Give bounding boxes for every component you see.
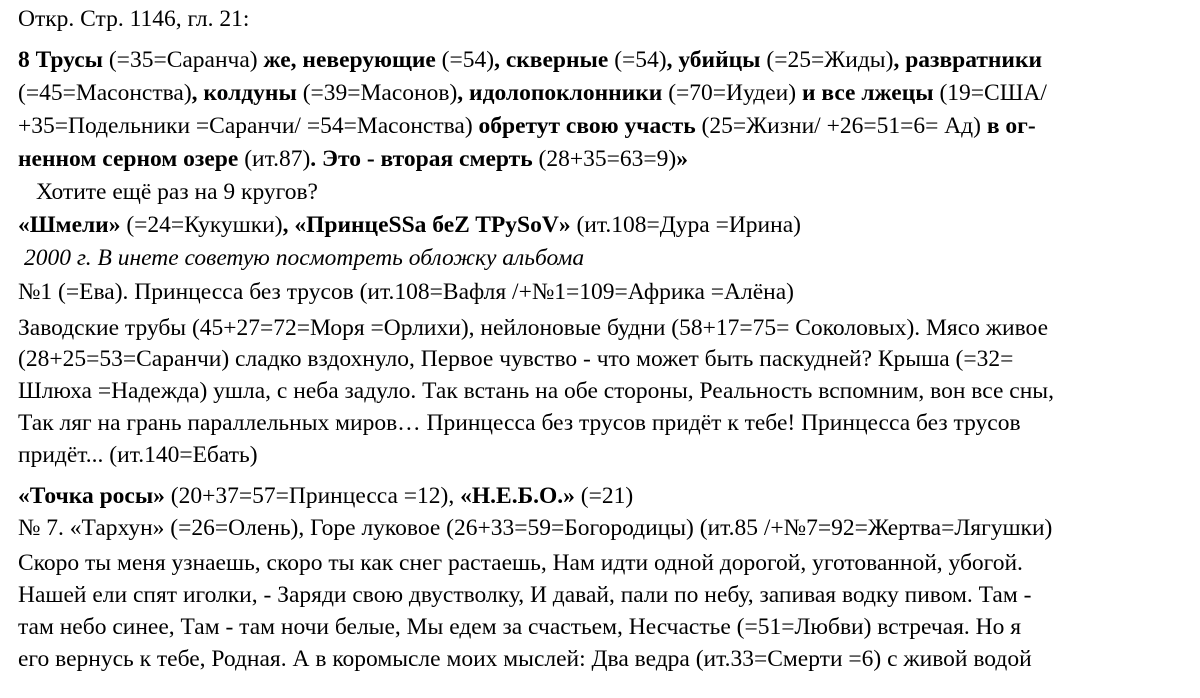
verse-segment: (=39=Масонов) [302, 80, 458, 106]
lyrics-7-line: его вернусь к тебе, Родная. А в коромысле моих мыслей: Два ведра (ит.33=Смерти =6) с живой водой [18, 646, 1032, 672]
verse-segment: , убийцы [666, 47, 767, 73]
track-1-heading: №1 (=Ева). Принцесса без трусов (ит.108=Вафля /+№1=109=Африка =Алёна) [18, 279, 794, 305]
verse-segment: (19=США/ [939, 80, 1047, 106]
verse-segment: (=45=Масонства) [18, 80, 192, 106]
song-title-segment: «Н.Е.Б.О.» [460, 483, 581, 509]
verse-segment: (ит.87) [244, 146, 311, 172]
page-reference: Откр. Стр. 1146, гл. 21: [18, 6, 250, 32]
song-title-segment: «Шмели» [18, 212, 127, 238]
verse-segment: (=70=Иудеи) [668, 80, 802, 106]
lyrics-7-line: Скоро ты меня узнаешь, скоро ты как снег растаешь, Нам идти одной дорогой, уготованной, убогой. [18, 550, 1023, 576]
verse-line-4 [18, 144, 688, 174]
verse-segment: , идолопоклонники [457, 80, 669, 106]
verse-line-2 [18, 78, 1047, 108]
verse-segment: (28+35=63=9) [538, 146, 677, 172]
verse-segment: (=35=Саранча) [108, 47, 264, 73]
lyrics-1-line: придёт... (ит.140=Ебать) [18, 442, 258, 468]
verse-line-1 [18, 45, 1042, 75]
verse-segment: , скверные [494, 47, 615, 73]
verse-segment: , развратники [893, 47, 1043, 73]
song-title-2 [18, 481, 633, 511]
verse-segment: . Это - вторая смерть [310, 146, 539, 172]
lyrics-1-line: Так ляг на грань параллельных миров… Принцесса без трусов придёт к тебе! Принцесса без трусов [18, 410, 1021, 436]
track-7-heading: № 7. «Тархун» (=26=Олень), Горе луковое (26+33=59=Богородицы) (ит.85 /+№7=92=Жертва=Лягушки) [18, 515, 1053, 541]
lyrics-1-line: (28+25=53=Саранчи) сладко вздохнуло, Первое чувство - что может быть паскудней? Крыша (=32= [18, 346, 1014, 372]
verse-segment: в ог- [986, 113, 1036, 139]
lyrics-1-line: Шлюха =Надежда) ушла, с неба задуло. Так встань на обе стороны, Реальность вспомним, вон все сны, [18, 378, 1054, 404]
song-title-segment: «Точка росы» [18, 483, 171, 509]
verse-segment: ненном серном озере [18, 146, 245, 172]
album-note: 2000 г. В инете советую посмотреть обложку альбома [24, 245, 585, 271]
song-title-segment: (=24=Кукушки) [126, 212, 283, 238]
lyrics-7-line: там небо синее, Там - там ночи белые, Мы едем за счастьем, Несчастье (=51=Любви) встречая. Но я [18, 614, 1022, 640]
verse-segment: же, неверующие [263, 47, 442, 73]
verse-segment: (=25=Жиды) [766, 47, 894, 73]
verse-line-3 [18, 111, 1036, 141]
lyrics-7-line: Нашей ели спят иголки, - Заряди свою двустволку, И давай, пали по небу, запивая водку пивом. Там - [18, 582, 1032, 608]
verse-segment: (=54) [614, 47, 667, 73]
verse-segment: и все лжецы [801, 80, 940, 106]
lyrics-1-line: Заводские трубы (45+27=72=Моря =Орлихи), нейлоновые будни (58+17=75= Соколовых). Мясо живое [18, 315, 1049, 341]
verse-segment: 8 Трусы [18, 47, 109, 73]
question-line: Хотите ещё раз на 9 кругов? [36, 179, 318, 205]
song-title-segment: (20+37=57=Принцесса =12), [170, 483, 461, 509]
verse-segment: » [676, 146, 688, 172]
verse-segment: +35=Подельники =Саранчи/ =54=Масонства) [18, 113, 479, 139]
verse-segment: (=54) [441, 47, 495, 73]
song-title-segment: (=21) [580, 483, 634, 509]
verse-segment: (25=Жизни/ +26=51=6= Ад) [701, 113, 987, 139]
verse-segment: , колдуны [191, 80, 303, 106]
verse-segment: обретут свою участь [478, 113, 702, 139]
song-title-segment: (ит.108=Дура =Ирина) [576, 212, 801, 238]
song-title-1 [18, 210, 801, 240]
song-title-segment: , «ПринцеSSa беZ TPySoV» [282, 212, 577, 238]
